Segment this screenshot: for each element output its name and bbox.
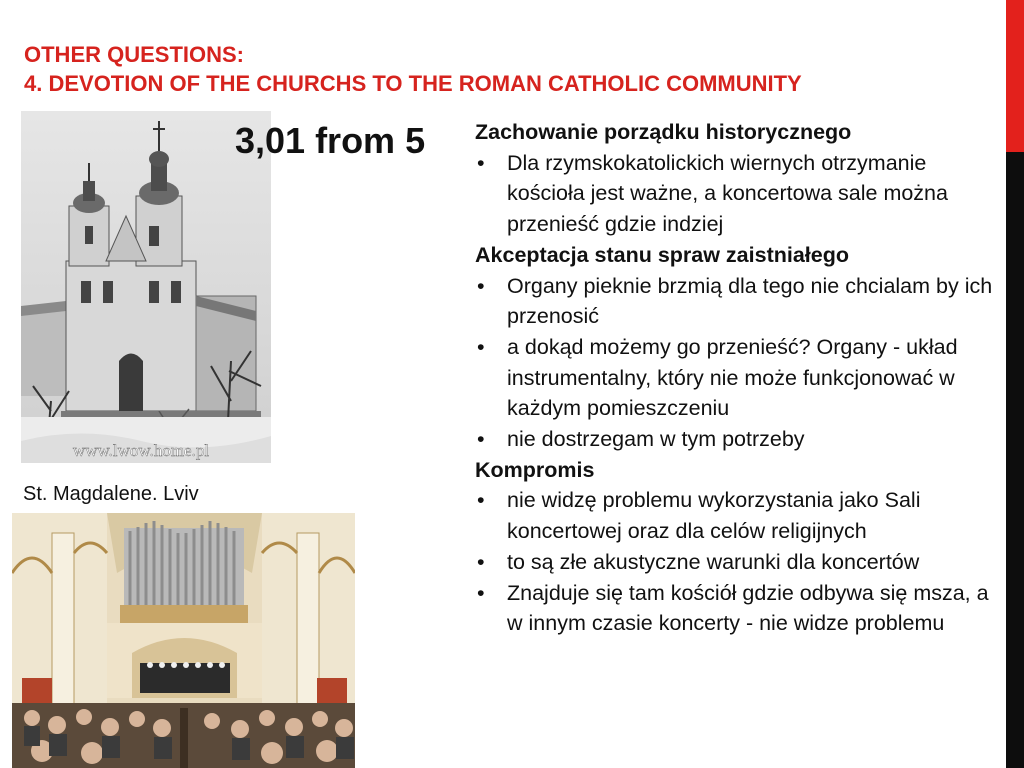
church-interior-photo [12, 513, 355, 768]
photo-watermark: www.lwow.home.pl [72, 441, 210, 460]
list-item: • nie dostrzegam w tym potrzeby [477, 427, 805, 452]
list-item: • a dokąd możemy go przenieść? Organy - układ instrumentalny, który nie może funkcjonować w każdym pomieszczeniu [477, 334, 958, 421]
title-line-1: OTHER QUESTIONS: [24, 42, 245, 67]
section-heading: Zachowanie porządku historycznego [475, 120, 852, 144]
list-item: • to są złe akustyczne warunki dla koncertów [477, 549, 920, 574]
section-historical-order [475, 117, 995, 240]
list-item: • Organy pieknie brzmią dla tego nie chcialam by ich przenosić [477, 273, 993, 329]
accent-bar [1006, 0, 1024, 768]
section-acceptance [475, 240, 995, 455]
section-heading: Akceptacja stanu spraw zaistniałego [475, 242, 849, 267]
photo-caption: St. Magdalene. Lviv [23, 483, 199, 505]
bullet-list [475, 148, 995, 240]
slide-title [24, 40, 1004, 98]
bullet-list [475, 271, 995, 455]
bullet-list [475, 485, 995, 639]
content-column [475, 117, 995, 639]
church-exterior-photo [21, 111, 271, 463]
list-item: • nie widzę problemu wykorzystania jako Sali koncertowej oraz dla celów religijnych [477, 488, 921, 544]
list-item: • Dla rzymskokatolickich wiernych otrzymanie kościoła jest ważne, a koncertowa sale można przenieść gdzie indziej [477, 150, 948, 237]
title-line-2: 4. DEVOTION OF THE CHURCHS TO THE ROMAN CATHOLIC COMMUNITY [24, 71, 802, 96]
accent-bar-dark [1006, 152, 1024, 768]
list-item: • Znajduje się tam kościół gdzie odbywa się msza, a w innym czasie koncerty - nie widze problemu [477, 580, 989, 636]
section-heading: Kompromis [475, 457, 595, 482]
accent-bar-red [1006, 0, 1024, 152]
section-compromise [475, 455, 995, 639]
score-value: 3,01 from 5 [235, 120, 426, 161]
